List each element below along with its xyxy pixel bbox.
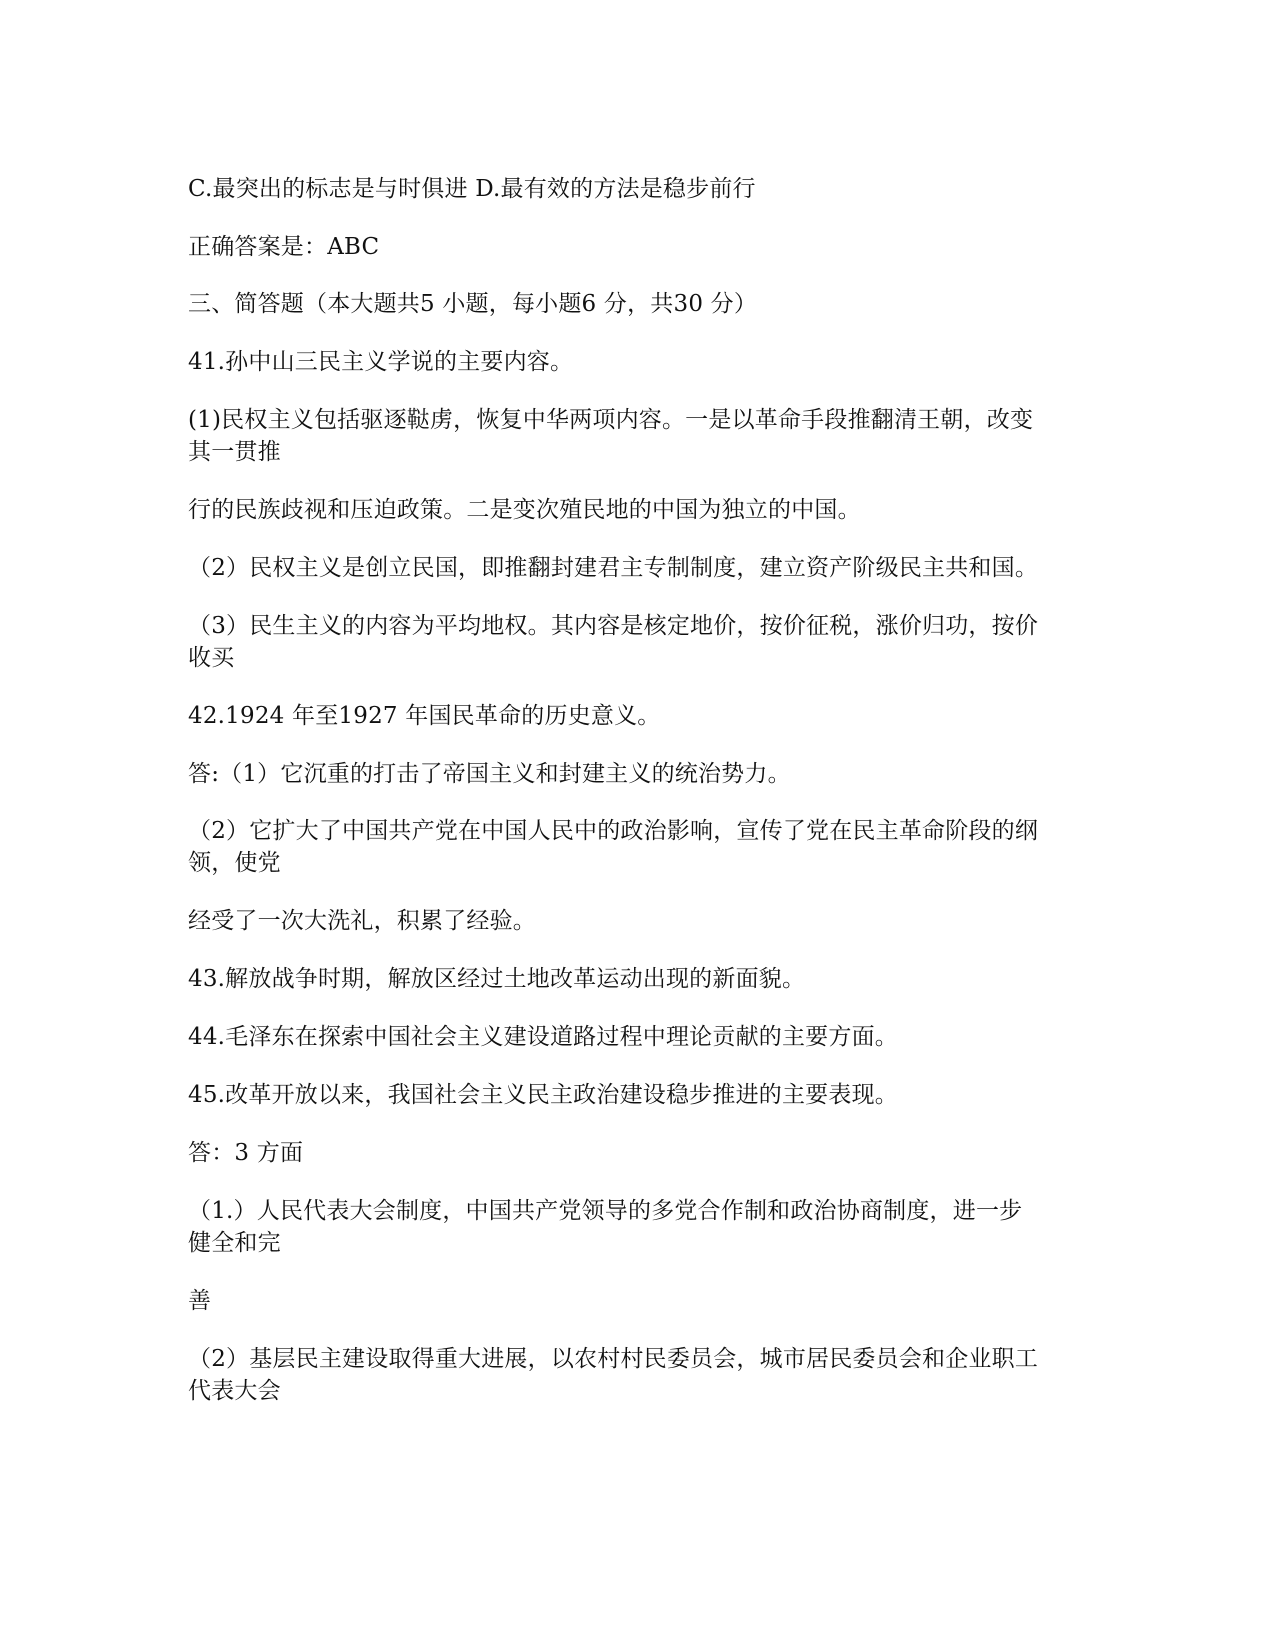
- answer-42-point-2-cont2: 经受了一次大洗礼，积累了经验。: [188, 908, 536, 934]
- question-42: 42.1924 年至1927 年国民革命的历史意义。: [188, 703, 661, 729]
- answer-42-point-1: 答:（1）它沉重的打击了帝国主义和封建主义的统治势力。: [188, 761, 791, 787]
- question-44: 44.毛泽东在探索中国社会主义建设道路过程中理论贡献的主要方面。: [188, 1024, 898, 1050]
- answer-41-point-1: (1)民权主义包括驱逐鞑虏，恢复中华两项内容。一是以革命手段推翻清王朝，改变: [188, 407, 1034, 433]
- option-line-c-d: C.最突出的标志是与时俱进 D.最有效的方法是稳步前行: [188, 176, 756, 202]
- answer-45-point-2: （2）基层民主建设取得重大进展，以农村村民委员会，城市居民委员会和企业职工: [188, 1346, 1039, 1372]
- answer-41-point-3-cont: 收买: [188, 645, 235, 671]
- answer-45-point-1-cont: 健全和完: [188, 1230, 281, 1256]
- answer-45-point-1-cont2: 善: [188, 1288, 212, 1314]
- section-heading: 三、简答题（本大题共5 小题，每小题6 分，共30 分）: [188, 291, 758, 317]
- answer-41-point-3: （3）民生主义的内容为平均地权。其内容是核定地价，按价征税，涨价归功，按价: [188, 613, 1039, 639]
- answer-41-point-1-cont2: 行的民族歧视和压迫政策。二是变次殖民地的中国为独立的中国。: [188, 497, 861, 523]
- correct-answer-line: 正确答案是：ABC: [188, 234, 380, 260]
- question-41: 41.孙中山三民主义学说的主要内容。: [188, 349, 574, 375]
- answer-42-point-2: （2）它扩大了中国共产党在中国人民中的政治影响，宣传了党在民主革命阶段的纲: [188, 818, 1039, 844]
- answer-45-intro: 答：3 方面: [188, 1140, 304, 1166]
- answer-41-point-2: （2）民权主义是创立民国，即推翻封建君主专制制度，建立资产阶级民主共和国。: [188, 555, 1039, 581]
- answer-42-point-2-cont: 领，使党: [188, 850, 281, 876]
- question-43: 43.解放战争时期，解放区经过土地改革运动出现的新面貌。: [188, 966, 806, 992]
- answer-45-point-2-cont: 代表大会: [188, 1378, 281, 1404]
- answer-41-point-1-cont: 其一贯推: [188, 439, 281, 465]
- question-45: 45.改革开放以来，我国社会主义民主政治建设稳步推进的主要表现。: [188, 1082, 898, 1108]
- answer-45-point-1: （1.）人民代表大会制度，中国共产党领导的多党合作制和政治协商制度，进一步: [188, 1198, 1023, 1224]
